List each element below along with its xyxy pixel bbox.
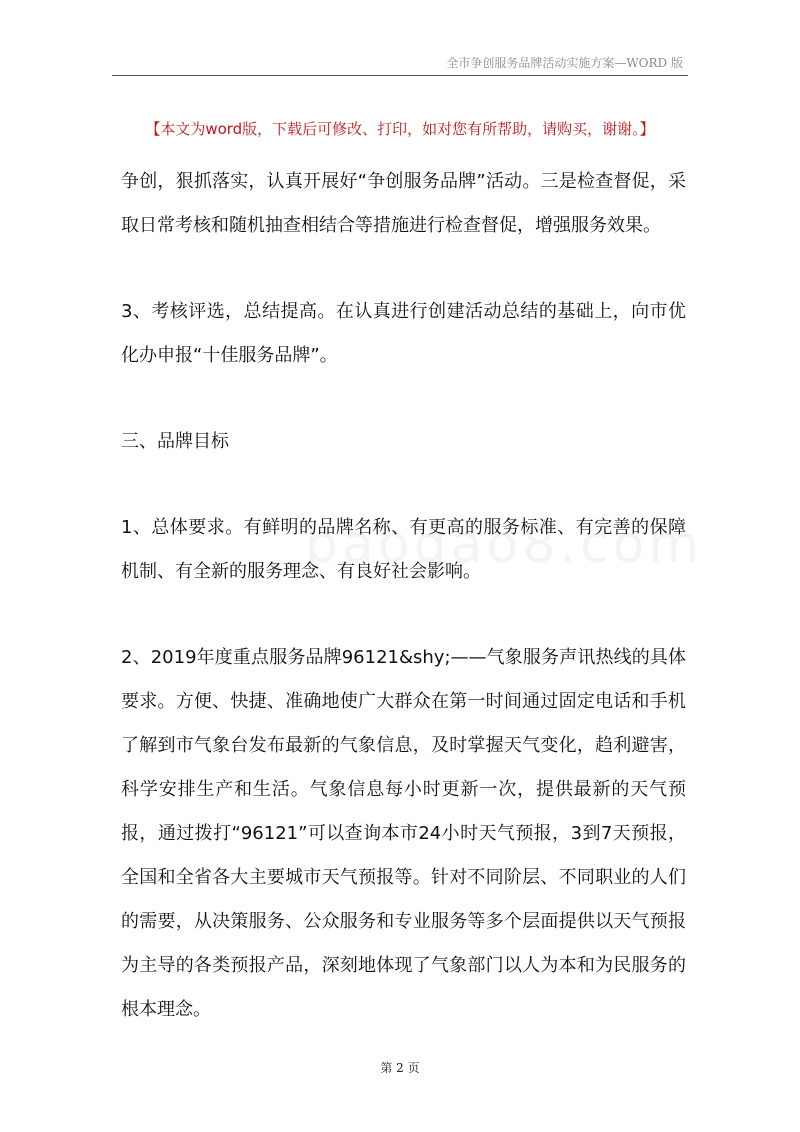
paragraph-general-requirements: 1、总体要求。有鲜明的品牌名称、有更高的服务标准、有完善的保障机制、有全新的服务理念、有良好社会影响。 (121, 517, 686, 582)
paragraph-key-brand: 2、2019年度重点服务品牌96121&shy;——气象服务声讯热线的具体要求。方便、快捷、准确地使广大群众在第一时间通过固定电话和手机了解到市气象台发布最新的气象信息，及时掌握天气变化，趋利避害，科学安排生产和生活。气象信息每小时更新一次，提供最新的天气预报，通过拨打“96121”可以查询本市24小时天气预报，3到7天预报，全国和全省各大主要城市天气预报等。针对不同阶层、不同职业的人们的需要，从决策服务、公众服务和专业服务等多个层面提供以天气预报为主导的各类预报产品，深刻地体现了气象部门以人为本和为民服务的根本理念。 (121, 647, 686, 1020)
document-body (121, 160, 686, 1032)
header-divider (112, 75, 688, 76)
section-heading-brand-goals: 三、品牌目标 (121, 431, 229, 452)
document-header-title: 全市争创服务品牌活动实施方案—WORD 版 (446, 56, 683, 70)
download-notice: 【本文为word版，下载后可修改、打印，如对您有所帮助，请购买，谢谢。】 (145, 120, 655, 138)
paragraph-continuation: 争创，狠抓落实，认真开展好“争创服务品牌”活动。三是检查督促，采取日常考核和随机抽查相结合等措施进行检查督促，增强服务效果。 (121, 171, 686, 236)
page-number: 第 2 页 (380, 1061, 420, 1075)
paragraph-assessment: 3、考核评选，总结提高。在认真进行创建活动总结的基础上，向市优化办申报“十佳服务品牌”。 (121, 301, 686, 366)
